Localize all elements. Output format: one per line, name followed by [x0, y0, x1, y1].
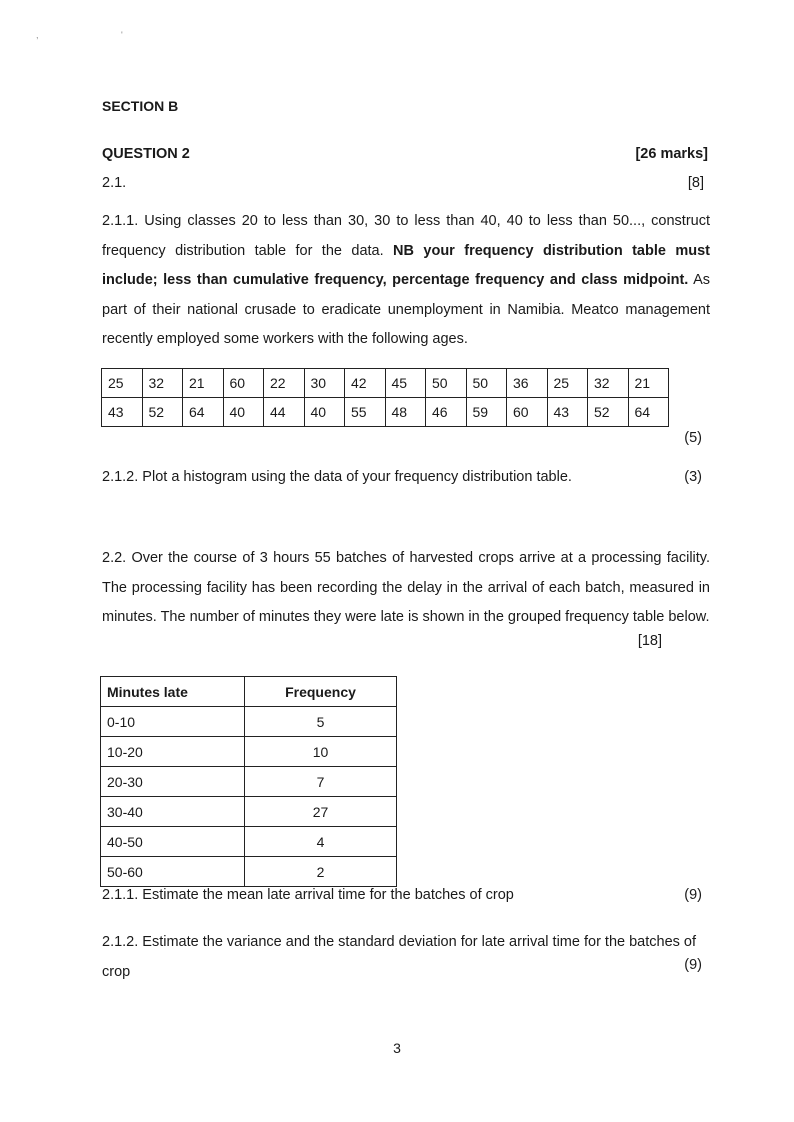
- table-cell: 40: [223, 398, 264, 427]
- table-cell: 43: [547, 398, 588, 427]
- ages-table: [101, 368, 669, 427]
- table-cell: 50: [466, 369, 507, 398]
- table-cell: 42: [345, 369, 386, 398]
- table-cell: 64: [183, 398, 224, 427]
- table-cell: 30: [304, 369, 345, 398]
- minutes-late-cell: 0-10: [101, 707, 245, 737]
- scan-marks: , ': [36, 30, 163, 40]
- frequency-table: [100, 676, 397, 887]
- section-title: SECTION B: [102, 98, 179, 114]
- table-cell: 60: [507, 398, 548, 427]
- table-cell: 43: [102, 398, 143, 427]
- table-row: [101, 737, 397, 767]
- frequency-cell: 7: [245, 767, 397, 797]
- frequency-cell: 5: [245, 707, 397, 737]
- table-header-row: [101, 677, 397, 707]
- table-cell: 48: [385, 398, 426, 427]
- question-2-2-1-text: 2.1.1. Estimate the mean late arrival time for the batches of crop: [102, 887, 514, 903]
- column-header: Minutes late: [101, 677, 245, 707]
- table-row: [102, 398, 669, 427]
- part-marks: (9): [684, 957, 702, 973]
- minutes-late-cell: 50-60: [101, 857, 245, 887]
- table-row: [101, 857, 397, 887]
- frequency-cell: 2: [245, 857, 397, 887]
- table-row: [101, 707, 397, 737]
- table-cell: 55: [345, 398, 386, 427]
- question-2-1-1-text: [102, 207, 710, 355]
- table-cell: 21: [628, 369, 669, 398]
- part-marks: (9): [684, 887, 702, 903]
- question-marks: [26 marks]: [635, 146, 708, 162]
- table-cell: 60: [223, 369, 264, 398]
- part-marks: (3): [684, 469, 702, 485]
- instruction-note: NB your frequency distribution table must include; less than cumulative frequency, percentage frequency and class midpoint.: [102, 242, 710, 288]
- table-cell: 52: [142, 398, 183, 427]
- frequency-cell: 4: [245, 827, 397, 857]
- table-row: [101, 767, 397, 797]
- table-cell: 32: [142, 369, 183, 398]
- question-text: 2.1.1. Using classes 20 to less than 30, 30 to less than 40, 40 to less than 50..., construct frequency distribution table for the data.: [102, 213, 710, 259]
- minutes-late-cell: 40-50: [101, 827, 245, 857]
- table-cell: 40: [304, 398, 345, 427]
- question-text: 2.2. Over the course of 3 hours 55 batches of harvested crops arrive at a processing facility. The processing facility has been recording the delay in the arrival of each batch, measured in minutes. The number of minutes they were late is shown in the grouped frequency table below.: [102, 550, 710, 625]
- subquestion-number: 2.1.: [102, 175, 127, 191]
- table-cell: 22: [264, 369, 305, 398]
- question-2-2-text: [102, 544, 710, 633]
- table-cell: 52: [588, 398, 629, 427]
- frequency-cell: 10: [245, 737, 397, 767]
- table-cell: 25: [102, 369, 143, 398]
- table-cell: 32: [588, 369, 629, 398]
- subquestion-marks: [18]: [637, 633, 662, 649]
- part-marks: (5): [684, 430, 702, 446]
- question-title: QUESTION 2: [102, 146, 190, 162]
- table-row: [101, 827, 397, 857]
- table-cell: 64: [628, 398, 669, 427]
- table-cell: 45: [385, 369, 426, 398]
- question-2-2-2-text: 2.1.2. Estimate the variance and the standard deviation for late arrival time for the batches of crop: [102, 934, 697, 980]
- table-row: [101, 797, 397, 827]
- subquestion-marks: [8]: [687, 175, 704, 191]
- table-cell: 25: [547, 369, 588, 398]
- table-cell: 36: [507, 369, 548, 398]
- page-number: 3: [393, 1040, 401, 1056]
- table-cell: 21: [183, 369, 224, 398]
- column-header: Frequency: [245, 677, 397, 707]
- minutes-late-cell: 20-30: [101, 767, 245, 797]
- table-cell: 50: [426, 369, 467, 398]
- minutes-late-cell: 30-40: [101, 797, 245, 827]
- table-cell: 59: [466, 398, 507, 427]
- table-row: [102, 369, 669, 398]
- question-2-1-2-text: 2.1.2. Plot a histogram using the data of your frequency distribution table.: [102, 469, 572, 485]
- table-cell: 44: [264, 398, 305, 427]
- table-cell: 46: [426, 398, 467, 427]
- frequency-cell: 27: [245, 797, 397, 827]
- question-text-continued: As part of their national crusade to eradicate unemployment in Namibia. Meatco management recently employed some workers with the following ages.: [102, 272, 710, 347]
- minutes-late-cell: 10-20: [101, 737, 245, 767]
